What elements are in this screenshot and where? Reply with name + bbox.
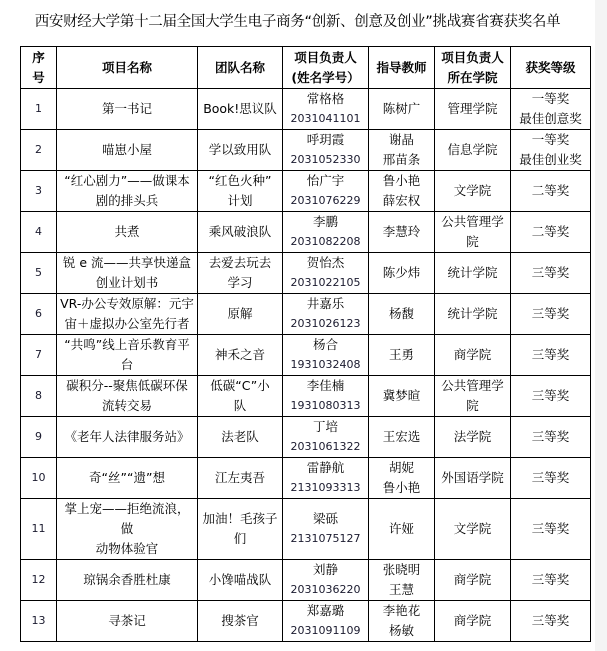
cell-college bbox=[435, 212, 511, 253]
leader-name: 刘静 bbox=[312, 562, 338, 577]
advisor-name: 许娅 bbox=[388, 521, 414, 536]
advisor-name: 陈少炜 bbox=[382, 265, 421, 280]
college-name: 院 bbox=[466, 234, 479, 249]
cell-no: 6 bbox=[21, 294, 57, 335]
cell-advisor bbox=[369, 294, 435, 335]
team-name-text: 神禾之音 bbox=[214, 347, 265, 362]
award-level: 一等奖 bbox=[531, 91, 570, 106]
cell-team bbox=[198, 458, 283, 499]
team-name-text: 低碳“C”小 bbox=[210, 378, 270, 393]
college-name: 信息学院 bbox=[447, 142, 498, 157]
cell-team bbox=[198, 89, 283, 130]
team-name-text: 学以致用队 bbox=[208, 142, 272, 157]
cell-college bbox=[435, 560, 511, 601]
team-name-text: 搜茶官 bbox=[221, 613, 259, 628]
cell-advisor bbox=[369, 376, 435, 417]
cell-project bbox=[57, 499, 198, 560]
project-name-text: 第一书记 bbox=[101, 101, 152, 116]
student-id: 2031061322 bbox=[290, 440, 361, 453]
leader-name: 井嘉乐 bbox=[306, 296, 345, 311]
student-id: 2031082208 bbox=[290, 235, 361, 248]
cell-project bbox=[57, 171, 198, 212]
cell-team bbox=[198, 335, 283, 376]
cell-advisor bbox=[369, 417, 435, 458]
table-row bbox=[21, 499, 591, 560]
header-text: 指导教师 bbox=[376, 59, 427, 75]
student-id: 2031076229 bbox=[290, 194, 361, 207]
cell-advisor bbox=[369, 130, 435, 171]
table-row bbox=[21, 417, 591, 458]
cell-project bbox=[57, 130, 198, 171]
student-id: 2031052330 bbox=[290, 153, 361, 166]
college-name: 统计学院 bbox=[447, 265, 498, 280]
table-row bbox=[21, 294, 591, 335]
header-text: 团队名称 bbox=[214, 59, 265, 75]
advisor-name: 李慧玲 bbox=[382, 224, 421, 239]
cell-award bbox=[511, 458, 591, 499]
table-row bbox=[21, 335, 591, 376]
team-name-text: 江左夷吾 bbox=[214, 470, 265, 485]
team-name-text: 小馋喵战队 bbox=[208, 572, 272, 587]
cell-award bbox=[511, 253, 591, 294]
award-level: 三等奖 bbox=[531, 347, 570, 362]
advisor-name: 杨敏 bbox=[388, 623, 414, 638]
header-text: 项目负责人 bbox=[441, 49, 504, 65]
student-id: 2031041101 bbox=[290, 112, 361, 125]
cell-college bbox=[435, 130, 511, 171]
leader-name: 常格格 bbox=[306, 91, 345, 106]
table-row bbox=[21, 171, 591, 212]
cell-team bbox=[198, 130, 283, 171]
table-row bbox=[21, 560, 591, 601]
cell-college bbox=[435, 601, 511, 642]
cell-project bbox=[57, 335, 198, 376]
award-level: 一等奖 bbox=[531, 132, 570, 147]
cell-project bbox=[57, 560, 198, 601]
team-name-text: Book!思议队 bbox=[203, 101, 277, 116]
cell-no: 4 bbox=[21, 212, 57, 253]
team-name-text: 加油！毛孩子 bbox=[202, 511, 278, 526]
cell-no: 10 bbox=[21, 458, 57, 499]
scrollbar-track bbox=[595, 0, 607, 651]
cell-team bbox=[198, 376, 283, 417]
leader-name: 贺怡杰 bbox=[306, 255, 345, 270]
student-id: 2031026123 bbox=[290, 317, 361, 330]
cell-advisor bbox=[369, 458, 435, 499]
header-row bbox=[21, 47, 591, 89]
cell-advisor bbox=[369, 601, 435, 642]
cell-award bbox=[511, 89, 591, 130]
cell-award bbox=[511, 212, 591, 253]
cell-project bbox=[57, 253, 198, 294]
cell-advisor bbox=[369, 212, 435, 253]
cell-award bbox=[511, 130, 591, 171]
cell-college bbox=[435, 253, 511, 294]
header-text: 序 bbox=[32, 49, 45, 65]
cell-leader bbox=[283, 601, 369, 642]
col-header-project bbox=[57, 47, 198, 89]
cell-college bbox=[435, 417, 511, 458]
college-name: 文学院 bbox=[453, 183, 492, 198]
project-name-text: 宙＋虚拟办公室先行者 bbox=[64, 316, 190, 331]
cell-project bbox=[57, 417, 198, 458]
cell-leader bbox=[283, 212, 369, 253]
leader-name: 李鹏 bbox=[312, 214, 338, 229]
cell-project bbox=[57, 601, 198, 642]
award-level: 二等奖 bbox=[531, 224, 570, 239]
cell-leader bbox=[283, 458, 369, 499]
table-row bbox=[21, 376, 591, 417]
advisor-name: 李艳花 bbox=[382, 603, 421, 618]
cell-advisor bbox=[369, 89, 435, 130]
project-name-text: 台 bbox=[120, 357, 134, 372]
cell-leader bbox=[283, 417, 369, 458]
cell-project bbox=[57, 89, 198, 130]
cell-no: 7 bbox=[21, 335, 57, 376]
cell-college bbox=[435, 171, 511, 212]
advisor-name: 邢苗条 bbox=[382, 152, 421, 167]
cell-leader bbox=[283, 89, 369, 130]
cell-team bbox=[198, 601, 283, 642]
college-name: 商学院 bbox=[453, 572, 492, 587]
cell-project bbox=[57, 212, 198, 253]
cell-advisor bbox=[369, 499, 435, 560]
team-name-text: 乘风破浪队 bbox=[208, 224, 272, 239]
project-name-text: 创业计划书 bbox=[95, 275, 159, 290]
team-name-text: 去爱去玩去 bbox=[208, 255, 272, 270]
header-text: 号 bbox=[32, 69, 45, 85]
table-row bbox=[21, 212, 591, 253]
cell-leader bbox=[283, 376, 369, 417]
student-id: 1931032408 bbox=[290, 358, 361, 371]
leader-name: 呼玥霞 bbox=[306, 132, 345, 147]
advisor-name: 冀梦暄 bbox=[382, 388, 421, 403]
award-table bbox=[20, 46, 591, 642]
cell-project bbox=[57, 294, 198, 335]
cell-advisor bbox=[369, 560, 435, 601]
cell-college bbox=[435, 89, 511, 130]
cell-leader bbox=[283, 335, 369, 376]
cell-leader bbox=[283, 499, 369, 560]
cell-advisor bbox=[369, 335, 435, 376]
cell-college bbox=[435, 294, 511, 335]
col-header-college bbox=[435, 47, 511, 89]
cell-team bbox=[198, 417, 283, 458]
team-name-text: “红色火种” bbox=[208, 173, 272, 188]
student-id: 2131093313 bbox=[290, 481, 361, 494]
cell-no: 9 bbox=[21, 417, 57, 458]
cell-no: 5 bbox=[21, 253, 57, 294]
award-level: 三等奖 bbox=[531, 470, 570, 485]
cell-award bbox=[511, 294, 591, 335]
award-level: 三等奖 bbox=[531, 521, 570, 536]
advisor-name: 薛宏权 bbox=[382, 193, 421, 208]
table-row bbox=[21, 130, 591, 171]
advisor-name: 鲁小艳 bbox=[382, 173, 421, 188]
advisor-name: 张晓明 bbox=[382, 562, 421, 577]
cell-college bbox=[435, 335, 511, 376]
col-header-advisor bbox=[369, 47, 435, 89]
cell-team bbox=[198, 212, 283, 253]
college-name: 法学院 bbox=[453, 429, 492, 444]
table-row bbox=[21, 458, 591, 499]
header-text: 所在学院 bbox=[447, 69, 498, 85]
award-level: 最佳创业奖 bbox=[519, 152, 582, 167]
college-name: 管理学院 bbox=[447, 101, 498, 116]
student-id: 2031091109 bbox=[290, 624, 361, 637]
student-id: 2131075127 bbox=[290, 532, 361, 545]
cell-no: 1 bbox=[21, 89, 57, 130]
table-row bbox=[21, 253, 591, 294]
cell-team bbox=[198, 294, 283, 335]
cell-no: 12 bbox=[21, 560, 57, 601]
cell-no: 3 bbox=[21, 171, 57, 212]
award-level: 三等奖 bbox=[531, 388, 570, 403]
cell-college bbox=[435, 376, 511, 417]
cell-project bbox=[57, 458, 198, 499]
college-name: 院 bbox=[466, 398, 479, 413]
student-id: 2031022105 bbox=[290, 276, 361, 289]
cell-award bbox=[511, 560, 591, 601]
advisor-name: 王宏选 bbox=[382, 429, 421, 444]
project-name-text: 琼锅余香胜杜康 bbox=[83, 572, 171, 587]
project-name-text: 掌上宠——拒绝流浪，做 bbox=[64, 501, 190, 536]
project-name-text: 碳积分--聚焦低碳环保 bbox=[66, 378, 188, 393]
advisor-name: 王勇 bbox=[388, 347, 414, 362]
team-name-text: 计划 bbox=[227, 193, 253, 208]
cell-no: 13 bbox=[21, 601, 57, 642]
col-header-no bbox=[21, 47, 57, 89]
cell-leader bbox=[283, 253, 369, 294]
advisor-name: 鲁小艳 bbox=[382, 480, 421, 495]
team-name-text: 法老队 bbox=[221, 429, 259, 444]
student-id: 2031036220 bbox=[290, 583, 361, 596]
award-level: 二等奖 bbox=[531, 183, 570, 198]
cell-award bbox=[511, 376, 591, 417]
cell-team bbox=[198, 560, 283, 601]
award-level: 三等奖 bbox=[531, 306, 570, 321]
award-level: 三等奖 bbox=[531, 613, 570, 628]
cell-no: 11 bbox=[21, 499, 57, 560]
col-header-award bbox=[511, 47, 591, 89]
project-name-text: 剧的排头兵 bbox=[95, 193, 159, 208]
team-name-text: 学习 bbox=[227, 275, 253, 290]
project-name-text: VR-办公专效原解：元宇 bbox=[60, 296, 194, 311]
header-text: (姓名学号） bbox=[291, 69, 360, 85]
team-name-text: 原解 bbox=[227, 306, 253, 321]
leader-name: 杨合 bbox=[312, 337, 338, 352]
award-level: 三等奖 bbox=[531, 429, 570, 444]
advisor-name: 王慧 bbox=[388, 582, 414, 597]
award-level: 三等奖 bbox=[531, 265, 570, 280]
advisor-name: 杨馥 bbox=[388, 306, 414, 321]
leader-name: 丁培 bbox=[312, 419, 338, 434]
leader-name: 李佳楠 bbox=[306, 378, 345, 393]
college-name: 统计学院 bbox=[447, 306, 498, 321]
cell-leader bbox=[283, 294, 369, 335]
cell-award bbox=[511, 417, 591, 458]
college-name: 商学院 bbox=[453, 347, 492, 362]
col-header-team bbox=[198, 47, 283, 89]
leader-name: 怡广宇 bbox=[306, 173, 345, 188]
cell-college bbox=[435, 499, 511, 560]
cell-no: 8 bbox=[21, 376, 57, 417]
college-name: 公共管理学 bbox=[441, 214, 504, 229]
college-name: 外国语学院 bbox=[441, 470, 504, 485]
cell-advisor bbox=[369, 171, 435, 212]
project-name-text: “共鸣”线上音乐教育平 bbox=[64, 337, 190, 352]
leader-name: 郑嘉璐 bbox=[306, 603, 345, 618]
project-name-text: 《老年人法律服务站》 bbox=[64, 429, 190, 444]
leader-name: 雷静航 bbox=[306, 460, 345, 475]
header-text: 项目名称 bbox=[101, 59, 152, 75]
advisor-name: 陈树广 bbox=[382, 101, 421, 116]
advisor-name: 胡妮 bbox=[388, 460, 414, 475]
table-row bbox=[21, 89, 591, 130]
cell-leader bbox=[283, 560, 369, 601]
cell-college bbox=[435, 458, 511, 499]
header-text: 项目负责人 bbox=[294, 49, 357, 65]
project-name-text: 喵崽小屋 bbox=[101, 142, 152, 157]
college-name: 文学院 bbox=[453, 521, 492, 536]
team-name-text: 们 bbox=[233, 531, 247, 546]
col-header-leader bbox=[283, 47, 369, 89]
project-name-text: 共煮 bbox=[114, 224, 140, 239]
award-level: 三等奖 bbox=[531, 572, 570, 587]
team-name-text: 队 bbox=[233, 398, 247, 413]
cell-project bbox=[57, 376, 198, 417]
cell-award bbox=[511, 335, 591, 376]
student-id: 1931080313 bbox=[290, 399, 361, 412]
project-name-text: 寻茶记 bbox=[108, 613, 146, 628]
table-row bbox=[21, 601, 591, 642]
cell-advisor bbox=[369, 253, 435, 294]
document-title: 西安财经大学第十二届全国大学生电子商务“创新、创意及创业”挑战赛省赛获奖名单 bbox=[34, 14, 561, 30]
project-name-text: 流转交易 bbox=[101, 398, 152, 413]
cell-leader bbox=[283, 130, 369, 171]
cell-team bbox=[198, 499, 283, 560]
cell-leader bbox=[283, 171, 369, 212]
cell-team bbox=[198, 171, 283, 212]
project-name-text: 锐 e 流——共享快递盒 bbox=[62, 255, 192, 270]
cell-no: 2 bbox=[21, 130, 57, 171]
cell-team bbox=[198, 253, 283, 294]
award-level: 最佳创意奖 bbox=[519, 111, 582, 126]
college-name: 商学院 bbox=[453, 613, 492, 628]
college-name: 公共管理学 bbox=[441, 378, 504, 393]
cell-award bbox=[511, 499, 591, 560]
cell-award bbox=[511, 601, 591, 642]
header-text: 获奖等级 bbox=[525, 59, 576, 75]
project-name-text: 动物体验官 bbox=[95, 541, 159, 556]
advisor-name: 谢晶 bbox=[388, 132, 414, 147]
project-name-text: “红心剧力”——做课本 bbox=[64, 173, 190, 188]
cell-award bbox=[511, 171, 591, 212]
leader-name: 梁砾 bbox=[312, 511, 338, 526]
project-name-text: 奇“丝”“遗”想 bbox=[89, 470, 165, 485]
